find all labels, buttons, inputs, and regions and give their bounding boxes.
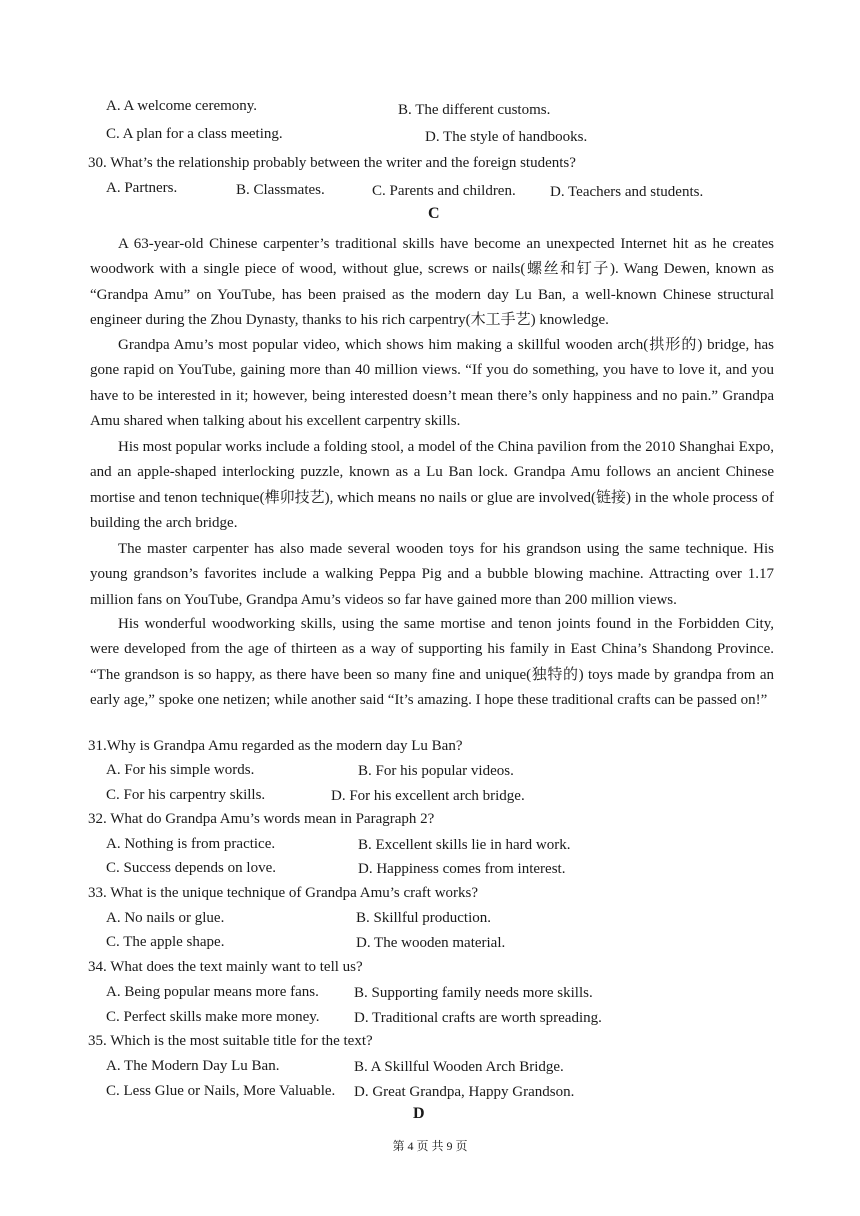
q32-option-c: C. Success depends on love. bbox=[106, 860, 276, 876]
q29-option-c: C. A plan for a class meeting. bbox=[106, 126, 283, 142]
q32-option-d: D. Happiness comes from interest. bbox=[358, 861, 566, 877]
q35-question: 35. Which is the most suitable title for the text? bbox=[88, 1033, 373, 1049]
q35-option-b: B. A Skillful Wooden Arch Bridge. bbox=[354, 1059, 564, 1075]
section-d-heading: D bbox=[413, 1105, 425, 1122]
q34-option-b: B. Supporting family needs more skills. bbox=[354, 985, 593, 1001]
q33-option-b: B. Skillful production. bbox=[356, 910, 491, 926]
q29-option-a: A. A welcome ceremony. bbox=[106, 98, 258, 114]
q34-option-d: D. Traditional crafts are worth spreading. bbox=[354, 1010, 602, 1026]
section-c-heading: C bbox=[428, 205, 440, 222]
q30-option-a: A. Partners. bbox=[106, 180, 178, 196]
q30-option-b: B. Classmates. bbox=[236, 182, 325, 198]
passage-paragraph-1: A 63-year-old Chinese carpenter’s traditional skills have become an unexpected Internet hit as he creates woodwork with a single piece of wood, without glue, screws or nails(螺丝和钉子). Wang Dewen, known as “Grandpa Amu” on YouTube, has been praised as the modern day Lu Ban, a well-known Chinese structural engineer during the Zhou Dynasty, thanks to his rich carpentry(木工手艺) knowledge. bbox=[90, 236, 774, 328]
q34-question: 34. What does the text mainly want to tell us? bbox=[88, 959, 363, 975]
passage-paragraph-5: His wonderful woodworking skills, using the same mortise and tenon joints found in the Forbidden City, were developed from the age of thirteen as a way of supporting his family in East China’s Shandong Province. “The grandson is so happy, as there have been so many fine and unique(独特的) toys made by grandpa from an early age,” spoke one netizen; while another said “It’s amazing. I hope these traditional crafts can be passed on!” bbox=[90, 616, 774, 708]
q32-question: 32. What do Grandpa Amu’s words mean in Paragraph 2? bbox=[88, 811, 435, 827]
q29-option-d: D. The style of handbooks. bbox=[425, 129, 588, 145]
q31-option-d: D. For his excellent arch bridge. bbox=[331, 788, 525, 804]
q31-option-a: A. For his simple words. bbox=[106, 762, 255, 778]
q33-option-c: C. The apple shape. bbox=[106, 934, 225, 950]
q29-option-b: B. The different customs. bbox=[398, 102, 551, 118]
passage-paragraph-3: His most popular works include a folding stool, a model of the China pavilion from the 2010 Shanghai Expo, and an apple-shaped interlocking puzzle, known as a Lu Ban lock. Grandpa Amu follows an ancient Chinese mortise and tenon technique(榫卯技艺), which means no nails or glue are involved(链接) in the whole process of building the arch bridge. bbox=[90, 439, 774, 531]
q30-question: 30. What’s the relationship probably between the writer and the foreign students? bbox=[88, 155, 576, 171]
passage-paragraph-2: Grandpa Amu’s most popular video, which shows him making a skillful wooden arch(拱形的) bridge, has gone rapid on YouTube, gaining more than 40 million views. “If you do something, you have to love it, and you have to be interested in it; however, being interested doesn’t mean there’s only happiness and no pain.” Grandpa Amu shared when talking about his excellent carpentry skills. bbox=[90, 337, 774, 429]
q35-option-d: D. Great Grandpa, Happy Grandson. bbox=[354, 1084, 575, 1100]
q32-option-b: B. Excellent skills lie in hard work. bbox=[358, 837, 571, 853]
q34-option-c: C. Perfect skills make more money. bbox=[106, 1009, 320, 1025]
q31-option-b: B. For his popular videos. bbox=[358, 763, 514, 779]
q32-option-a: A. Nothing is from practice. bbox=[106, 836, 276, 852]
q33-option-a: A. No nails or glue. bbox=[106, 910, 225, 926]
q31-question: 31.Why is Grandpa Amu regarded as the modern day Lu Ban? bbox=[88, 738, 463, 754]
q31-option-c: C. For his carpentry skills. bbox=[106, 787, 266, 803]
passage-paragraph-4: The master carpenter has also made several wooden toys for his grandson using the same technique. His young grandson’s favorites include a walking Peppa Pig and a bubble blowing machine. Attracting over 1.17 million fans on YouTube, Grandpa Amu’s videos so far have gained more than 200 million views. bbox=[90, 541, 774, 608]
q35-option-c: C. Less Glue or Nails, More Valuable. bbox=[106, 1083, 336, 1099]
page-number-footer: 第 4 页 共 9 页 bbox=[392, 1139, 468, 1153]
q33-option-d: D. The wooden material. bbox=[356, 935, 506, 951]
q35-option-a: A. The Modern Day Lu Ban. bbox=[106, 1058, 280, 1074]
q33-question: 33. What is the unique technique of Grandpa Amu’s craft works? bbox=[88, 885, 479, 901]
q34-option-a: A. Being popular means more fans. bbox=[106, 984, 319, 1000]
q30-option-d: D. Teachers and students. bbox=[550, 184, 704, 200]
q30-option-c: C. Parents and children. bbox=[372, 183, 516, 199]
